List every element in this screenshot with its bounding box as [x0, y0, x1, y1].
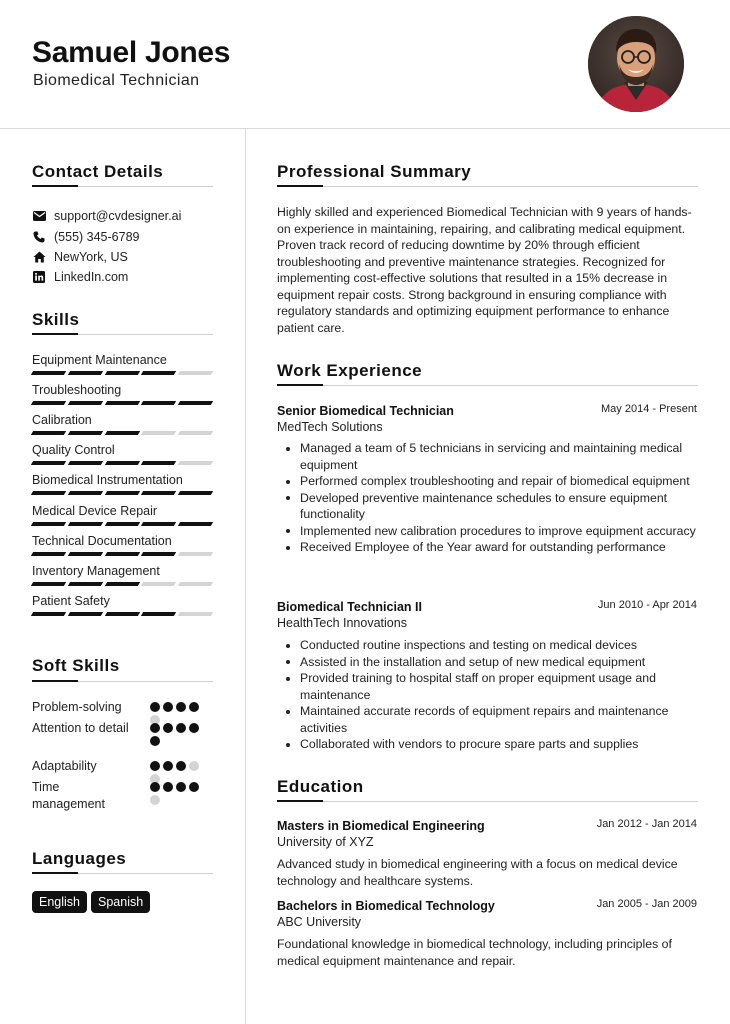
skill-level-segment: [141, 371, 176, 375]
soft-skill-level-dot: [150, 761, 160, 771]
skill-level-segment: [31, 371, 66, 375]
skill-level-bar: [32, 582, 212, 586]
summary-text: Highly skilled and experienced Biomedical Technician with 9 years of hands-on experience in maintaining, repairing, and calibrating medical equipment. Proven track record of reducing downtime by 20% through efficient troubleshooting and preventive maintenance strategies. Recognized for implementing cost-effective solutions that resulted in a 15% decrease in equipment repair costs. Strong background in ensuring compliance with regulatory standards and optimizing equipment performance to enhance patient care.: [277, 205, 692, 335]
soft-skill-label: Time management: [32, 780, 105, 811]
job-bullet: Maintained accurate records of equipment repairs and maintenance activities: [278, 703, 698, 736]
candidate-title: Biomedical Technician: [33, 72, 200, 89]
job-bullets: [278, 440, 698, 556]
soft-skill-level-dots: [150, 723, 204, 746]
job-bullet: Collaborated with vendors to procure spare parts and supplies: [278, 736, 698, 753]
job-bullet: Implemented new calibration procedures to improve equipment accuracy: [278, 523, 698, 540]
education-date: Jan 2012 - Jan 2014: [596, 818, 697, 830]
skill-level-segment: [104, 401, 139, 405]
contact-location: [32, 248, 128, 266]
experience-divider: [277, 385, 698, 386]
soft-skill-level-dot: [163, 782, 173, 792]
languages-divider: [32, 873, 213, 874]
skill-level-segment: [178, 491, 213, 495]
soft-skill-level-dot: [189, 782, 199, 792]
skill-level-bar: [32, 491, 212, 495]
experience-heading: Work Experience: [277, 361, 423, 380]
language-badge: Spanish: [91, 891, 150, 913]
skill-item: [32, 442, 212, 465]
skill-level-segment: [141, 461, 176, 465]
home-icon: [32, 250, 46, 264]
skill-level-segment: [141, 552, 176, 556]
soft-skills-heading: Soft Skills: [32, 656, 120, 675]
skill-level-segment: [31, 552, 66, 556]
skill-level-segment: [178, 401, 213, 405]
skill-level-segment: [104, 371, 139, 375]
skill-level-segment: [104, 461, 139, 465]
soft-skill-level-dot: [150, 782, 160, 792]
skill-level-segment: [178, 431, 213, 435]
skill-level-segment: [141, 401, 176, 405]
skill-item: [32, 503, 212, 526]
mail-icon: [32, 209, 46, 223]
skill-item: [32, 352, 212, 375]
skill-level-bar: [32, 371, 212, 375]
soft-skill-level-dot: [189, 702, 199, 712]
job-bullets: [278, 637, 698, 753]
skill-level-bar: [32, 552, 212, 556]
job-company: MedTech Solutions: [277, 420, 383, 434]
skill-level-bar: [32, 401, 212, 405]
skill-level-segment: [178, 461, 213, 465]
soft-skill-level-dots: [150, 782, 204, 805]
skill-level-segment: [68, 371, 103, 375]
job-bullet: Conducted routine inspections and testing on medical devices: [278, 637, 698, 654]
skill-level-segment: [68, 582, 103, 586]
soft-skill-level-dot: [150, 702, 160, 712]
skills-divider: [32, 334, 213, 335]
contact-linkedin-text[interactable]: LinkedIn.com: [54, 270, 129, 284]
job-bullet: Managed a team of 5 technicians in servicing and maintaining medical equipment: [278, 440, 698, 473]
soft-skill-level-dots: [150, 761, 204, 784]
skill-level-bar: [32, 431, 212, 435]
job-date: Jun 2010 - Apr 2014: [597, 599, 697, 611]
job-bullet: Developed preventive maintenance schedules to ensure equipment functionality: [278, 490, 698, 523]
skill-level-segment: [178, 371, 213, 375]
job-date: May 2014 - Present: [601, 403, 697, 415]
contact-phone: [32, 228, 139, 246]
skill-level-segment: [104, 522, 139, 526]
education-date: Jan 2005 - Jan 2009: [596, 898, 697, 910]
soft-skill-level-dot: [176, 723, 186, 733]
skill-level-segment: [178, 552, 213, 556]
skill-item: [32, 472, 212, 495]
skill-label: Biomedical Instrumentation: [32, 473, 183, 488]
skill-label: Medical Device Repair: [32, 503, 158, 518]
contact-location-text: NewYork, US: [54, 250, 128, 264]
skill-level-segment: [31, 582, 66, 586]
skill-label: Troubleshooting: [32, 383, 122, 398]
skill-level-segment: [178, 522, 213, 526]
education-divider: [277, 801, 698, 802]
education-description: Advanced study in biomedical engineering with a focus on medical device technology and healthcare systems.: [277, 857, 678, 888]
skill-label: Calibration: [32, 413, 92, 428]
soft-skill-level-dot: [163, 761, 173, 771]
soft-skill-level-dot: [150, 795, 160, 805]
job-bullet: Performed complex troubleshooting and repair of biomedical equipment: [278, 473, 698, 490]
skill-label: Inventory Management: [32, 563, 160, 578]
summary-heading: Professional Summary: [277, 162, 472, 181]
soft-skill-level-dot: [189, 723, 199, 733]
skill-level-segment: [178, 612, 213, 616]
contact-phone-text: (555) 345-6789: [54, 230, 140, 244]
skill-level-segment: [68, 401, 103, 405]
skill-level-segment: [31, 491, 66, 495]
language-badge: English: [32, 891, 87, 913]
skill-item: [32, 533, 212, 556]
skill-level-segment: [141, 612, 176, 616]
soft-skill-level-dot: [163, 723, 173, 733]
skill-level-bar: [32, 522, 212, 526]
contact-email: [32, 207, 181, 225]
skill-level-segment: [178, 582, 213, 586]
skill-level-segment: [104, 582, 139, 586]
soft-skill-level-dot: [150, 736, 160, 746]
skill-level-segment: [68, 552, 103, 556]
skill-level-segment: [104, 552, 139, 556]
education-degree: Bachelors in Biomedical Technology: [277, 899, 495, 913]
skill-level-segment: [68, 491, 103, 495]
skill-level-segment: [141, 582, 176, 586]
contact-heading: Contact Details: [32, 162, 164, 181]
skill-level-segment: [68, 431, 103, 435]
education-school: ABC University: [277, 915, 362, 929]
skill-item: [32, 593, 212, 616]
skill-level-segment: [104, 431, 139, 435]
summary-divider: [277, 186, 698, 187]
soft-skill-level-dots: [150, 702, 204, 725]
contact-linkedin[interactable]: [32, 268, 128, 286]
skill-item: [32, 382, 212, 405]
soft-skill-level-dot: [150, 723, 160, 733]
skill-item: [32, 563, 212, 586]
education-school: University of XYZ: [277, 835, 374, 849]
skill-label: Quality Control: [32, 443, 115, 458]
job-bullet: Provided training to hospital staff on proper equipment usage and maintenance: [278, 670, 698, 703]
skill-level-segment: [141, 431, 176, 435]
column-divider: [245, 129, 246, 1024]
skill-label: Technical Documentation: [32, 533, 172, 548]
skill-label: Equipment Maintenance: [32, 353, 167, 367]
skill-label: Patient Safety: [32, 593, 110, 608]
soft-skill-label: Attention to detail: [32, 721, 129, 735]
soft-skill-level-dot: [176, 702, 186, 712]
education-degree: Masters in Biomedical Engineering: [277, 819, 485, 833]
linkedin-icon: [32, 270, 46, 284]
soft-skill-label: Adaptability: [32, 759, 97, 773]
skill-item: [32, 412, 212, 435]
job-role: Biomedical Technician II: [277, 600, 422, 614]
job-role: Senior Biomedical Technician: [277, 404, 454, 418]
soft-skill-level-dot: [189, 761, 199, 771]
skill-level-bar: [32, 461, 212, 465]
skill-level-segment: [68, 461, 103, 465]
profile-photo: [588, 16, 684, 112]
skill-level-segment: [68, 612, 103, 616]
soft-skill-label: Problem-solving: [32, 700, 122, 714]
skill-level-segment: [141, 491, 176, 495]
phone-icon: [32, 230, 46, 244]
skill-level-segment: [31, 461, 66, 465]
job-company: HealthTech Innovations: [277, 616, 407, 630]
soft-skills-divider: [32, 681, 213, 682]
contact-email-text: support@cvdesigner.ai: [54, 209, 182, 223]
skill-level-segment: [31, 522, 66, 526]
resume-header: [0, 0, 730, 129]
job-bullet: Assisted in the installation and setup of new medical equipment: [278, 654, 698, 671]
languages-heading: Languages: [32, 849, 127, 868]
skill-level-segment: [68, 522, 103, 526]
candidate-name: Samuel Jones: [32, 36, 231, 69]
skill-level-segment: [31, 401, 66, 405]
skill-level-segment: [31, 431, 66, 435]
skill-level-segment: [31, 612, 66, 616]
contact-divider: [32, 186, 213, 187]
soft-skill-level-dot: [176, 761, 186, 771]
skills-heading: Skills: [32, 310, 80, 329]
education-description: Foundational knowledge in biomedical technology, including principles of medical equipment maintenance and repair.: [277, 937, 672, 968]
soft-skill-level-dot: [176, 782, 186, 792]
skill-level-segment: [141, 522, 176, 526]
job-bullet: Received Employee of the Year award for outstanding performance: [278, 539, 698, 556]
skill-level-segment: [104, 491, 139, 495]
skill-level-bar: [32, 612, 212, 616]
skill-level-segment: [104, 612, 139, 616]
soft-skill-level-dot: [163, 702, 173, 712]
education-heading: Education: [277, 777, 364, 796]
